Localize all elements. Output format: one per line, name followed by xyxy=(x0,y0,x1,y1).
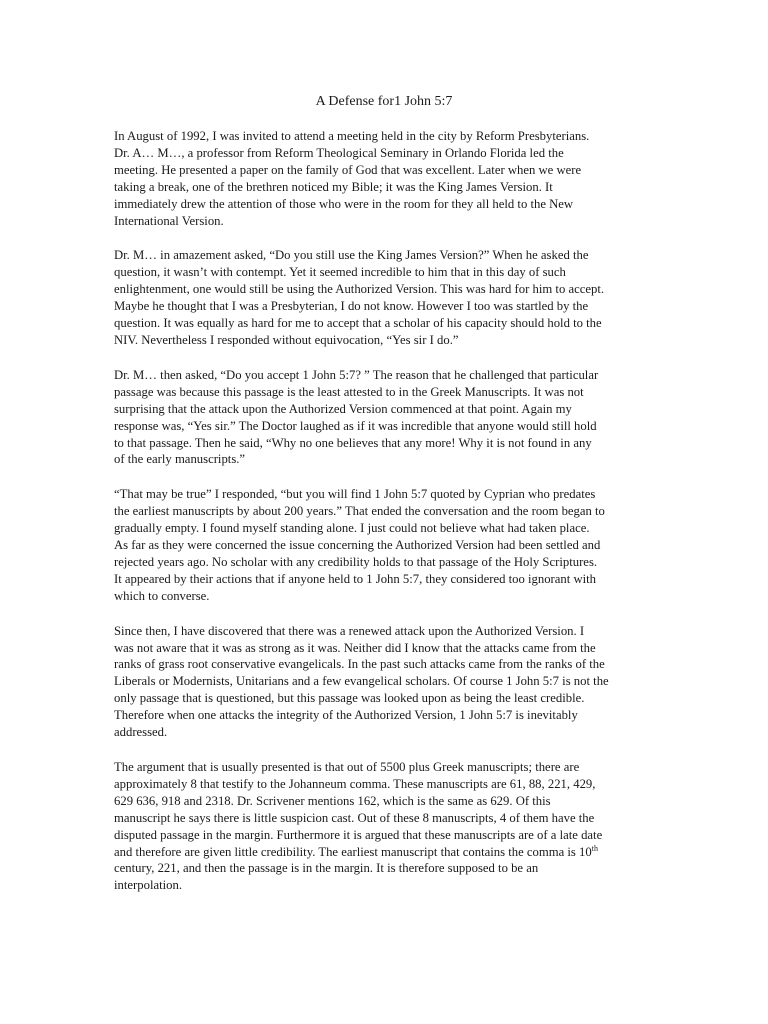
paragraph-6-text-end: century, 221, and then the passage is in the margin. It is therefore supposed to be an interpolation. xyxy=(114,861,539,893)
document-body xyxy=(114,128,662,912)
paragraph-6-text-start: The argument that is usually presented is that out of 5500 plus Greek manuscripts; there are approximately 8 that testify to the Johanneum comma. These manuscripts are 61, 88, 221, 429, 629 636, 918 and 2318. Dr. Scrivener mentions 162, which is the same as 629. Of this manuscript he says there is little suspicion cast. Out of these 8 manuscripts, 4 of them have the disputed passage in the margin. Furthermore it is argued that these manuscripts are of a late date and therefore are given little credibility. The earliest manuscript that contains the comma is 10 xyxy=(114,760,603,859)
paragraph-5: Since then, I have discovered that there was a renewed attack upon the Authorized Version. I was not aware that it was as strong as it was. Neither did I know that the attacks came from the ranks of grass root conservative evangelicals. In the past such attacks came from the ranks of the Liberals or Modernists, Unitarians and a few evangelical scholars. Of course 1 John 5:7 is not the only passage that is questioned, but this passage was looked upon as being the least credible. Therefore when one attacks the integrity of the Authorized Version, 1 John 5:7 is inevitably addressed. xyxy=(114,623,609,740)
paragraph-6 xyxy=(114,759,662,894)
paragraph-4: “That may be true” I responded, “but you will find 1 John 5:7 quoted by Cyprian who predates the earliest manuscripts by about 200 years.” That ended the conversation and the room began to gradually empty. I found myself standing alone. I just could not believe what had taken place. As far as they were concerned the issue concerning the Authorized Version had been settled and rejected years ago. No scholar with any credibility holds to that passage of the Holy Scriptures. It appeared by their actions that if anyone held to 1 John 5:7, they considered too ignorant with which to converse. xyxy=(114,487,605,603)
paragraph-2: Dr. M… in amazement asked, “Do you still use the King James Version?” When he asked the question, it wasn’t with contempt. Yet it seemed incredible to him that in this day of such enlightenment, one would still be using the Authorized Version. This was hard for him to accept. Maybe he thought that I was a Presbyterian, I do not know. However I too was startled by the question. It was equally as hard for me to accept that a scholar of his capacity should hold to the NIV. Nevertheless I responded without equivocation, “Yes sir I do.” xyxy=(114,248,605,347)
paragraph-3: Dr. M… then asked, “Do you accept 1 John 5:7? ” The reason that he challenged that particular passage was because this passage is the least attested to in the Greek Manuscripts. It was not surprising that the attack upon the Authorized Version commenced at that point. Again my response was, “Yes sir.” The Doctor laughed as if it was incredible that anyone would still hold to that passage. Then he said, “Why no one believes that any more! Why it is not found in any of the early manuscripts.” xyxy=(114,367,599,467)
paragraph-1: In August of 1992, I was invited to attend a meeting held in the city by Reform Presbyterians. Dr. A… M…, a professor from Reform Theological Seminary in Orlando Florida led the meeting. He presented a paper on the family of God that was excellent. Later when we were taking a break, one of the brethren noticed my Bible; it was the King James Version. It immediately drew the attention of those who were in the room for they all held to the New International Version. xyxy=(114,129,590,228)
ordinal-superscript: th xyxy=(591,843,598,853)
document-title: A Defense for1 John 5:7 xyxy=(315,94,453,109)
